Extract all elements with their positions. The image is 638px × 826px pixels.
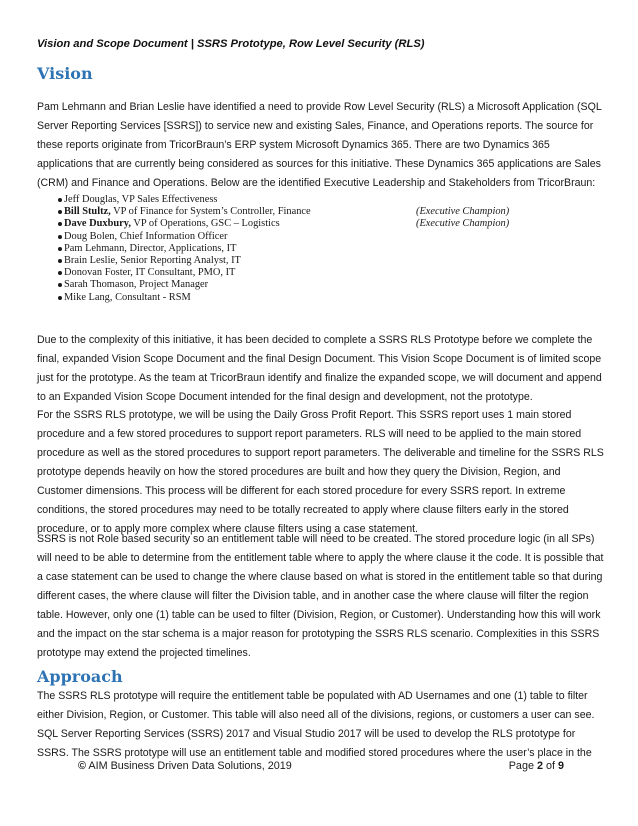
stakeholder-item: Jeff Douglas, VP Sales Effectiveness: [64, 194, 534, 206]
bullet-icon: [58, 259, 62, 263]
bullet-icon: [58, 235, 62, 239]
stakeholder-item: Doug Bolen, Chief Information Officer: [64, 231, 534, 243]
stakeholder-list: [64, 194, 534, 304]
stakeholder-item: Pam Lehmann, Director, Applications, IT: [64, 243, 534, 255]
bullet-icon: [58, 283, 62, 287]
bullet-icon: [58, 210, 62, 214]
bullet-icon: [58, 296, 62, 300]
footer-copyright: © AIM Business Driven Data Solutions, 2019: [78, 760, 292, 772]
vision-heading: Vision: [37, 64, 93, 83]
vision-paragraph-prototype-scope: Due to the complexity of this initiative, it has been decided to complete a SSRS RLS Prototype before we complete the final, expanded Vision Scope Document and the final Design Document. This Vision Scope Document is of limited scope just for the prototype. As the team at TricorBraun identify and finalize the expanded scope, we will document and append to an Expanded Vision Scope Document intended for the final design and development, not the prototype.: [37, 334, 602, 403]
stakeholder-item: Sarah Thomason, Project Manager: [64, 279, 534, 291]
stakeholder-item: Brain Leslie, Senior Reporting Analyst, IT: [64, 255, 534, 267]
copyright-icon: ©: [78, 760, 86, 772]
stakeholder-item: Donovan Foster, IT Consultant, PMO, IT: [64, 267, 534, 279]
bullet-icon: [58, 247, 62, 251]
stakeholder-item: Bill Stultz, VP of Finance for System’s Controller, Finance (Executive Champion): [64, 206, 534, 218]
bullet-icon: [58, 222, 62, 226]
stakeholder-item: Mike Lang, Consultant - RSM: [64, 292, 534, 304]
approach-heading: Approach: [37, 667, 123, 686]
bullet-icon: [58, 198, 62, 202]
bullet-icon: [58, 271, 62, 275]
stakeholder-item: Dave Duxbury, VP of Operations, GSC – Logistics (Executive Champion): [64, 218, 534, 230]
vision-paragraph-daily-gross-profit: For the SSRS RLS prototype, we will be using the Daily Gross Profit Report. This SSRS report uses 1 main stored procedure and a few stored procedures to support report parameters. RLS will need to be applied to the main stored procedure as well as the stored procedures to support report parameters. The deliverable and timeline for the SSRS RLS prototype depends heavily on how the stored procedures are built and how they query the Division, Region, and Customer dimensions. This process will be different for each stored procedure for every SSRS report. In extreme conditions, the stored procedures may need to be totally recreated to apply where clause filters early in the stored procedure, or to apply more complex where clause filters using a case statement.: [37, 409, 604, 535]
approach-paragraph: The SSRS RLS prototype will require the entitlement table be populated with AD Usernames and one (1) table to filter either Division, Region, or Customer. This table will also need all of the divisions, regions, or customers a user can see. SQL Server Reporting Services (SSRS) 2017 and Visual Studio 2017 will be used to develop the RLS prototype for SSRS. The SSRS prototype will use an entitlement table and modified stored procedures where the user’s place in the: [37, 690, 595, 759]
document-header: Vision and Scope Document | SSRS Prototype, Row Level Security (RLS): [37, 38, 425, 50]
vision-paragraph-entitlement-table: SSRS is not Role based security so an entitlement table will need to be created. The stored procedure logic (in all SPs) will need to be able to determine from the entitlement table where to apply the where clause it the code. It is possible that a case statement can be used to change the where clause based on what is stored in the entitlement table so that during different cases, the where clause will filter the Division table, and in another case the where clause will filter the region table. However, only one (1) table can be used to filter (Division, Region, or Customer). Understanding how this will work and the impact on the star schema is a major reason for prototyping the SSRS RLS scenario. Complexities in this SSRS prototype may extend the projected timelines.: [37, 533, 604, 659]
vision-intro-paragraph: Pam Lehmann and Brian Leslie have identified a need to provide Row Level Security (RLS) a Microsoft Application (SQL Server Reporting Services [SSRS]) to service new and existing Sales, Finance, and Operations reports. The source for these reports originate from TricorBraun’s ERP system Microsoft Dynamics 365. There are two Dynamics 365 applications that are currently being considered as sources for this initiative. These Dynamics 365 applications are Sales (CRM) and Finance and Operations. Below are the identified Executive Leadership and Stakeholders from TricorBraun:: [37, 101, 602, 189]
footer-page-number: Page 2 of 9: [508, 760, 564, 772]
